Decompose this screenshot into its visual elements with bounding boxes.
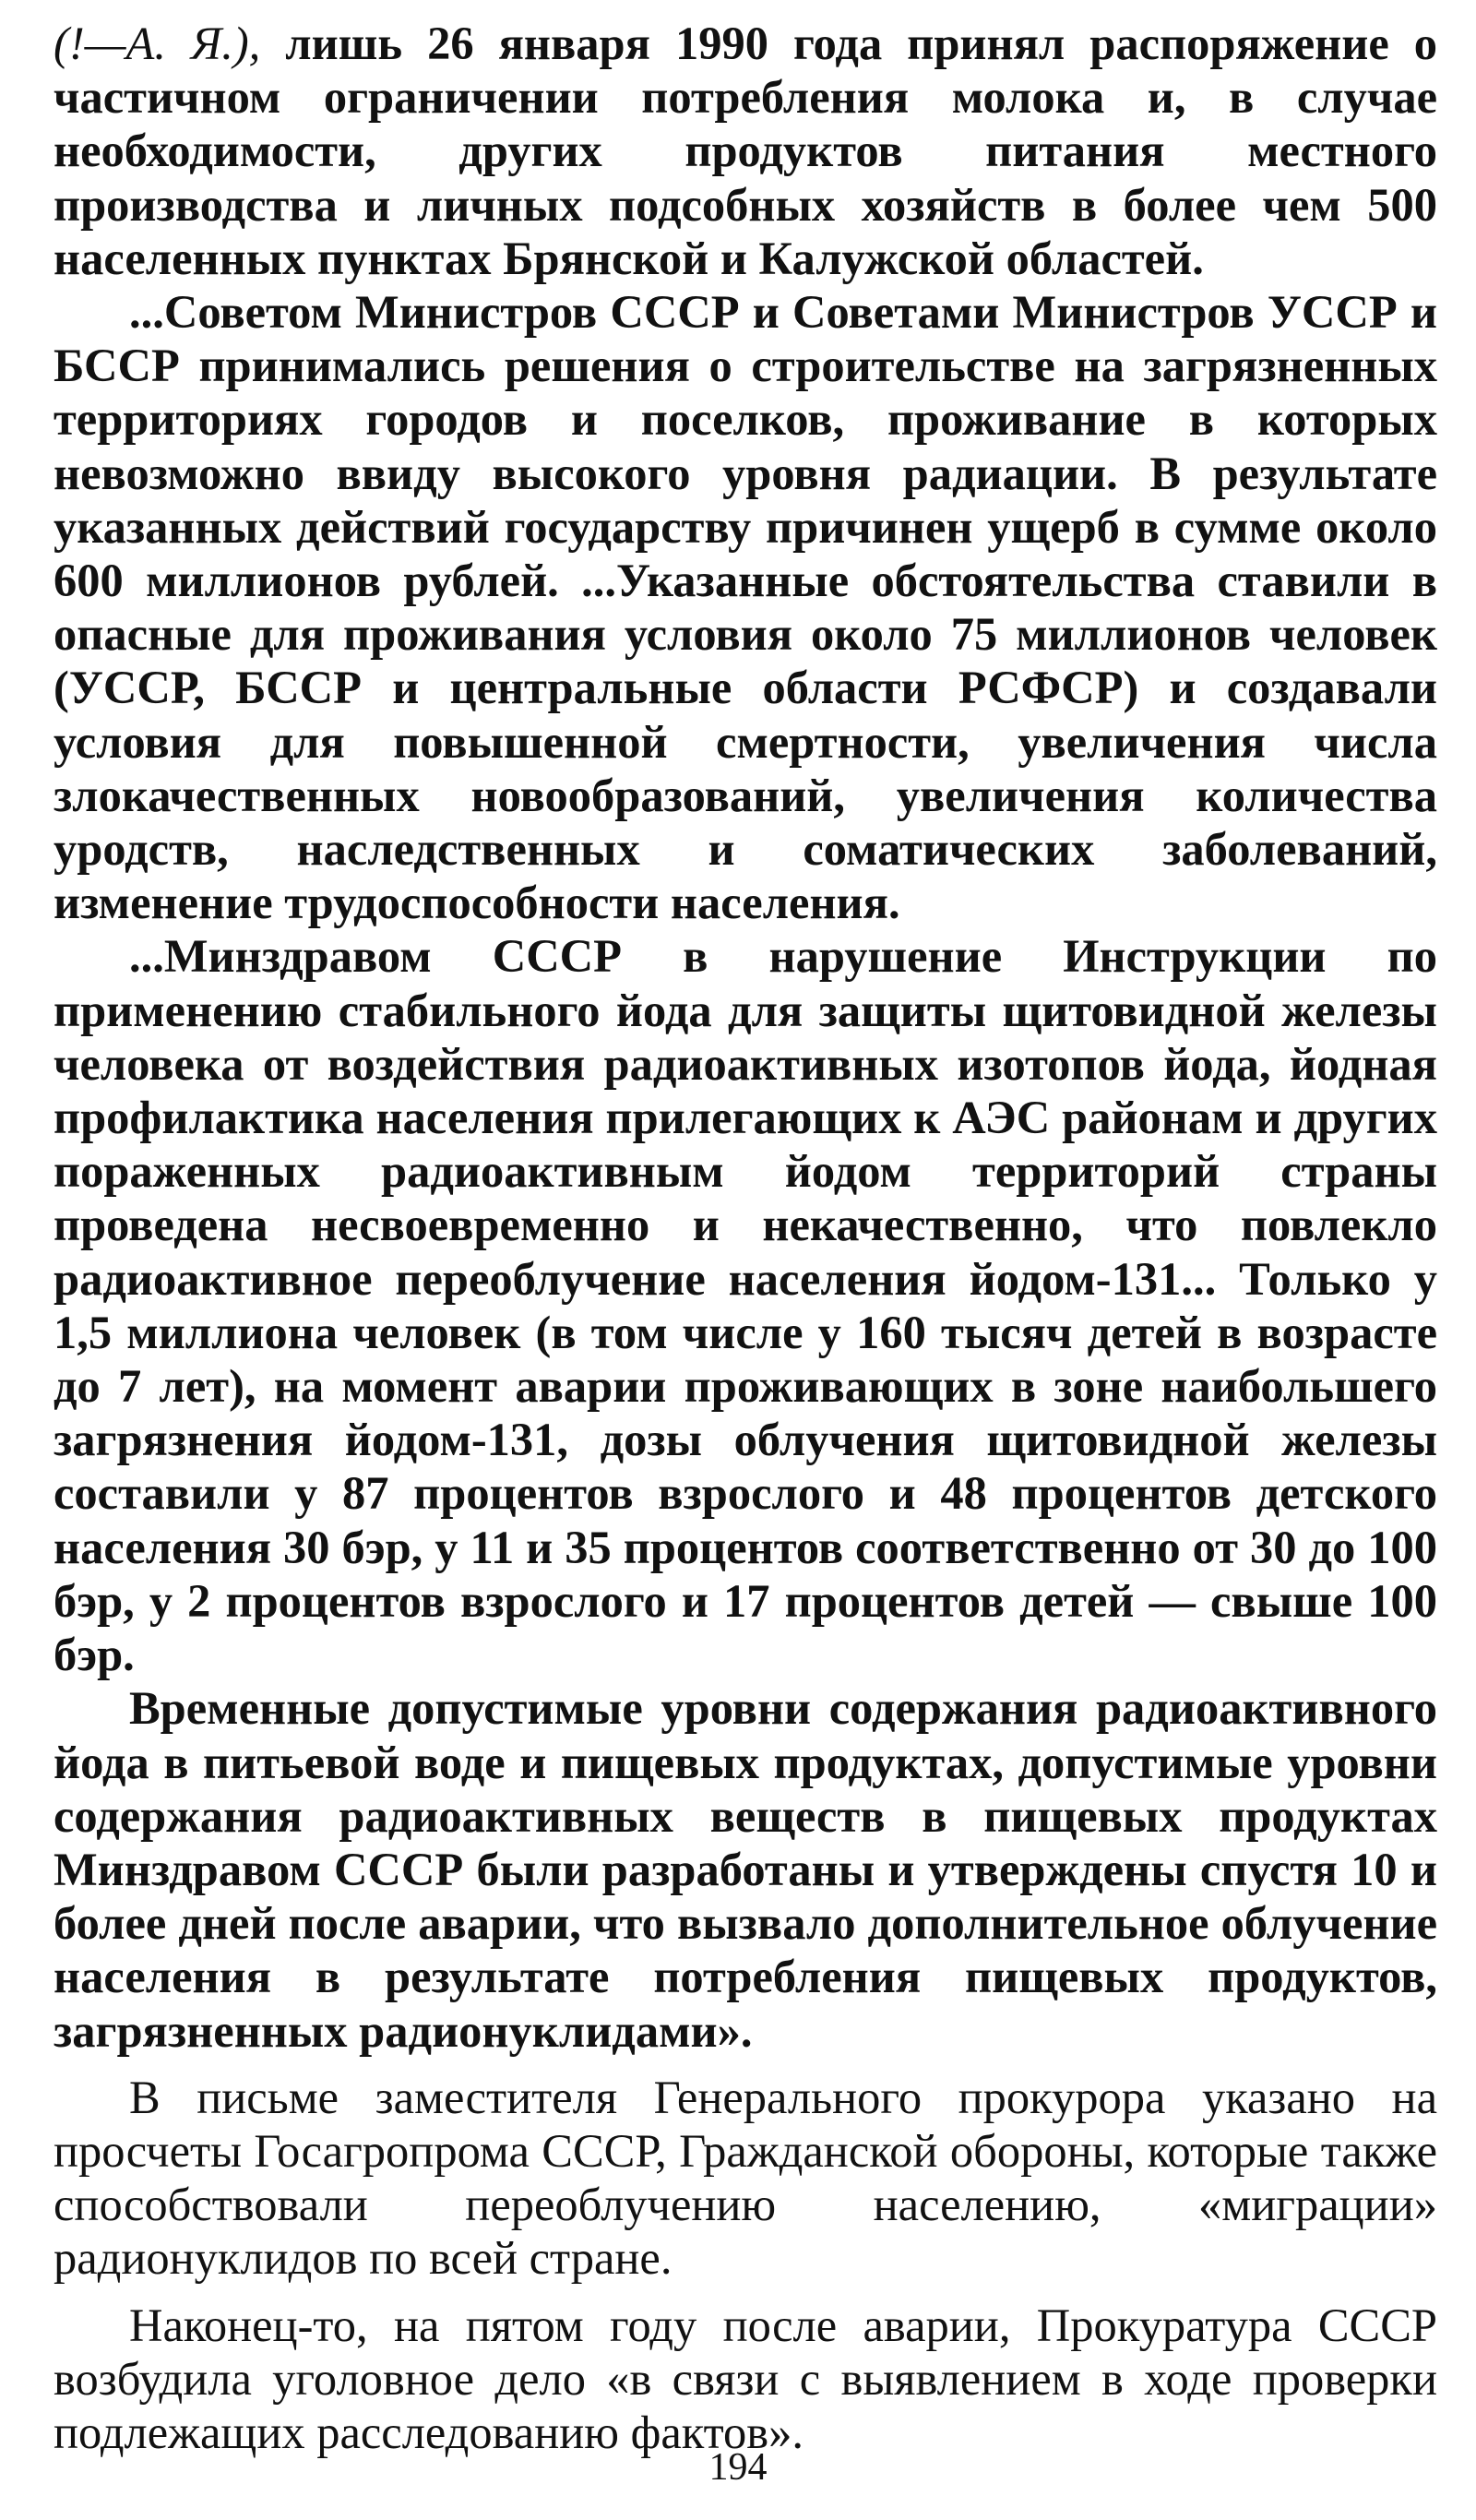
page-body	[54, 17, 1437, 2459]
author-note: (!—А. Я.),	[54, 18, 261, 69]
paragraph-6: Наконец-то, на пятом году после аварии, Прокуратура СССР возбудила уголовное дело «в связи с выявлением в ходе проверки подлежащих расследованию фактов».	[54, 2299, 1437, 2458]
paragraph-2: ...Советом Министров СССР и Советами Министров УССР и БССР принимались решения о строительстве на загрязненных территориях городов и поселков, проживание в которых невозможно ввиду высокого уровня радиации. В результате указанных действий государству причинен ущерб в сумме около 600 миллионов рублей. ...Указанные обстоятельства ставили в опасные для проживания условия около 75 миллионов человек (УССР, БССР и центральные области РСФСР) и создавали условия для повышенной смертности, увеличения числа злокачественных новообразований, увеличения количества уродств, наследственных и соматических заболеваний, изменение трудоспособности населения.	[54, 286, 1437, 929]
page-number: 194	[708, 2446, 768, 2489]
paragraph-1	[54, 17, 1437, 285]
paragraph-1-text: лишь 26 января 1990 года принял распоряжение о частичном ограничении потребления молока и, в случае необходимости, других продуктов питания местного производства и личных подсобных хозяйств в более чем 500 населенных пунктах Брянской и Калужской областей.	[54, 18, 1438, 284]
paragraph-5: В письме заместителя Генерального прокурора указано на просчеты Госагропрома СССР, Гражданской обороны, которые также способствовали переоблучению населению, «миграции» радионуклидов по всей стране.	[54, 2071, 1437, 2285]
paragraph-3: ...Минздравом СССР в нарушение Инструкции по применению стабильного йода для защиты щитовидной железы человека от воздействия радиоактивных изотопов йода, йодная профилактика населения прилегающих к АЭС районам и других пораженных радиоактивным йодом территорий страны проведена несвоевременно и некачественно, что повлекло радиоактивное переоблучение населения йодом-131... Только у 1,5 миллиона человек (в том числе у 160 тысяч детей в возрасте до 7 лет), на момент аварии проживающих в зоне наибольшего загрязнения йодом-131, дозы облучения щитовидной железы составили у 87 процентов взрослого и 48 процентов детского населения 30 бэр, у 11 и 35 процентов соответственно от 30 до 100 бэр, у 2 процентов взрослого и 17 процентов детей — свыше 100 бэр.	[54, 930, 1437, 1681]
paragraph-4: Временные допустимые уровни содержания радиоактивного йода в питьевой воде и пищевых продуктах, допустимые уровни содержания радиоактивных веществ в пищевых продуктах Минздравом СССР были разработаны и утверждены спустя 10 и более дней после аварии, что вызвало дополнительное облучение населения в результате потребления пищевых продуктов, загрязненных радионуклидами».	[54, 1682, 1437, 2057]
